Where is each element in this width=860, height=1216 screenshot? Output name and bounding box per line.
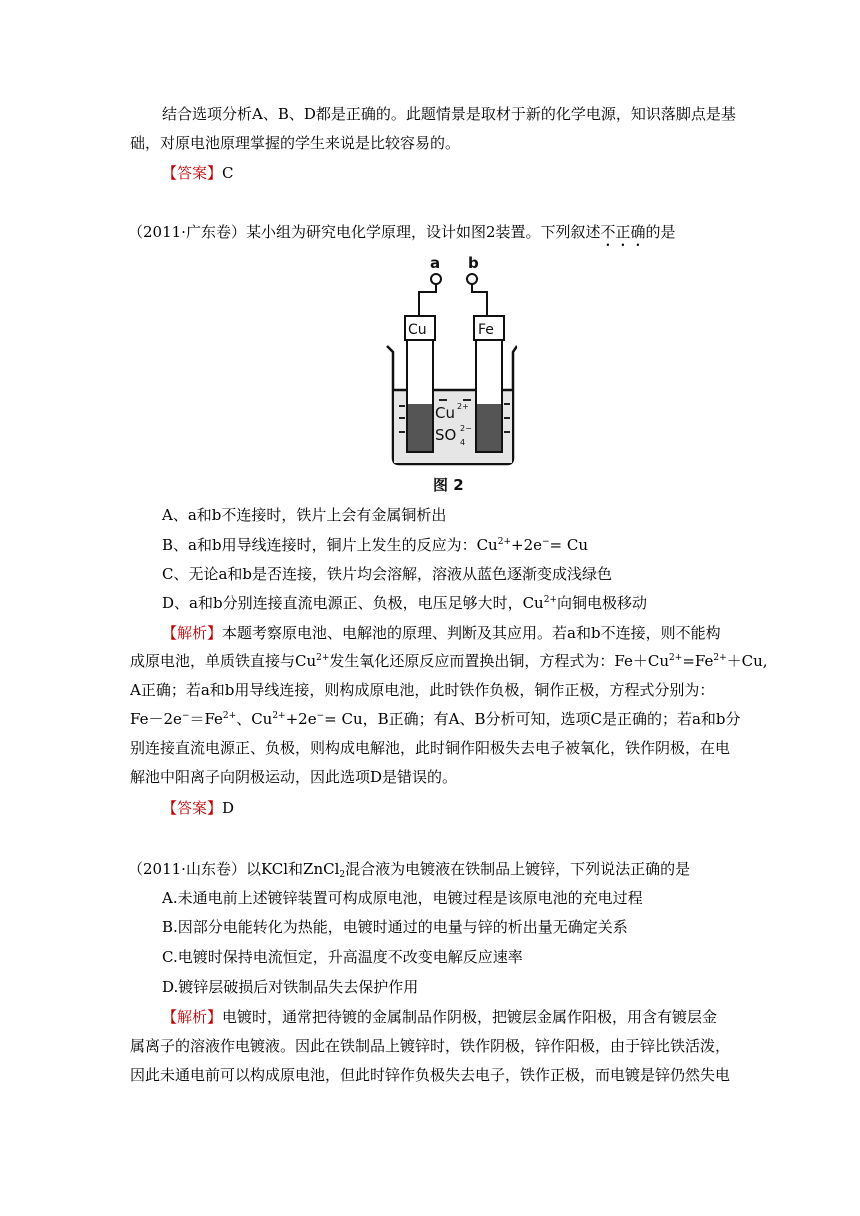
superscript: 2+ [222,711,237,721]
cu-electrode-submerged [408,404,432,451]
superscript: 2+ [497,537,511,547]
cell-diagram [383,254,517,498]
analysis-text: 、Cu [236,710,273,728]
analysis-text: =Fe [682,652,714,670]
terminal-a [431,274,441,284]
analysis-line: 别连接直流电源正、负极，则构成电解池，此时铜作阳极失去电子被氧化，铁作阴极，在电 [130,739,731,757]
ion-so-subscript: 4 [460,438,466,447]
ion-cu: Cu [435,404,455,422]
superscript: 2+ [713,653,727,663]
question-stem [128,222,676,250]
option-a: A.未通电前上述镀锌装置可构成原电池，电镀过程是该原电池的充电过程 [162,889,643,907]
option-d [162,593,647,613]
paragraph-line: 结合选项分析A、B、D都是正确的。此题情景是取材于新的化学电源，知识落脚点是基 [162,105,736,123]
option-text: = Cu [549,536,589,554]
ion-cu-charge: 2+ [457,402,469,411]
question-stem [128,859,690,879]
analysis-line: 属离子的溶液作电镀液。因此在铁制品上镀锌时，铁作阴极，锌作阳极，由于锌比铁活泼， [130,1037,731,1055]
analysis-text: Fe－2e [130,710,182,728]
stem-text: （2011·广东卷）某小组为研究电化学原理，设计如图2装置。下列叙述 [128,223,601,241]
stem-text: 的是 [645,223,676,241]
cu-label: Cu [408,322,427,338]
superscript: − [542,537,550,547]
ion-so-charge: 2− [460,424,472,433]
option-text: D、a和b分别连接直流电源正、负极，电压足够大时，Cu [162,594,544,612]
analysis-tag: 【解析】 [162,1008,223,1026]
terminal-b [467,274,477,284]
ion-so: SO [435,426,457,444]
superscript: 2+ [543,595,557,605]
option-c: C、无论a和b是否连接，铁片均会溶解，溶液从蓝色逐渐变成浅绿色 [162,565,613,583]
analysis-text: 成原电池，单质铁直接与Cu [130,652,317,670]
option-text: +2e [511,536,542,554]
option-b [162,535,588,555]
fe-label: Fe [478,322,494,338]
analysis-text: 电镀时，通常把待镀的金属制品作阴极，把镀层金属作阳极，用含有镀层金 [222,1008,718,1026]
analysis-text: 发生氧化还原反应而置换出铜，方程式为：Fe＋Cu [329,652,670,670]
analysis-text: ＋Cu, [726,652,768,670]
superscript: 2+ [669,653,683,663]
option-a: A、a和b不连接时，铁片上会有金属铜析出 [162,506,447,524]
stem-text: （2011·山东卷）以KCl和ZnCl [128,860,340,878]
analysis-text: +2e [285,710,317,728]
option-b: B.因部分电能转化为热能，电镀时通过的电量与锌的析出量无确定关系 [162,918,628,936]
option-d: D.镀锌层破损后对铁制品失去保护作用 [162,978,419,996]
analysis-line [130,709,741,729]
analysis-text: 本题考察原电池、电解池的原理、判断及其应用。若a和b不连接，则不能构 [222,624,721,642]
subscript: 2 [339,870,346,880]
analysis-text: = Cu，B正确；有A、B分析可知，选项C是正确的；若a和b分 [324,710,741,728]
analysis-line [162,623,721,643]
superscript: − [316,711,325,721]
option-text: 向铜电极移动 [557,594,648,612]
option-text: B、a和b用导线连接时，铜片上发生的反应为：Cu [162,536,498,554]
analysis-line: 因此未通电前可以构成原电池，但此时锌作负极失去电子，铁作正极，而电镀是锌仍然失电 [130,1066,731,1084]
terminal-b-label: b [468,254,479,272]
analysis-line: A正确；若a和b用导线连接，则构成原电池，此时铁作负极，铜作正极，方程式分别为： [130,681,715,699]
terminal-a-label: a [430,254,441,272]
answer-tag: 【答案】 [162,164,223,182]
analysis-line: 解池中阳离子向阴极运动，因此选项D是错误的。 [130,768,458,786]
figure-caption: 图 2 [433,476,464,494]
paragraph-line: 础，对原电池原理掌握的学生来说是比较容易的。 [130,134,461,152]
answer-value: D [222,799,235,817]
analysis-text: ＝Fe [189,710,223,728]
superscript: − [181,711,190,721]
analysis-line [130,651,768,671]
analysis-tag: 【解析】 [162,624,223,642]
answer-line [162,798,234,818]
stem-text: 混合液为电镀液在铁制品上镀锌，下列说法正确的是 [345,860,691,878]
superscript: 2+ [272,711,286,721]
stem-emphasis: 不正确 [600,223,646,241]
fe-electrode-submerged [477,404,501,451]
answer-line [162,163,234,183]
electrochemical-cell-figure [383,254,517,498]
superscript: 2+ [316,653,330,663]
answer-value: C [222,164,234,182]
option-c: C.电镀时保持电流恒定，升高温度不改变电解反应速率 [162,948,523,966]
analysis-line [162,1007,717,1027]
answer-tag: 【答案】 [162,799,223,817]
